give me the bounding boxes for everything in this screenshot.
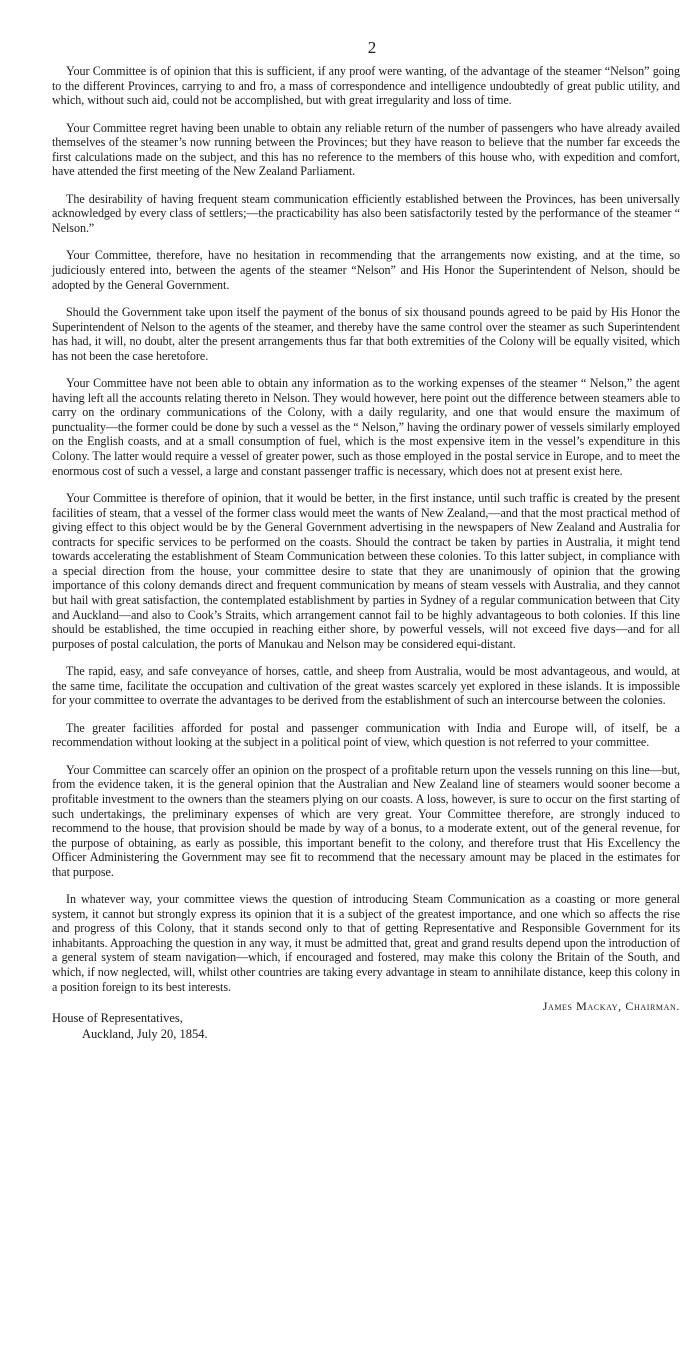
paragraph-bonus-payment: Should the Government take upon itself the payment of the bonus of six thousand pounds agreed to be paid by His Honor the Superintendent of Nelson to the agents of the steamer, and thereby have the same control over the steamer as such Superintendent has had, it will, no doubt, alter the present arrangements thus far that both extremities of the Colony will be equally visited, which has not been the case heretofore. bbox=[52, 305, 680, 363]
paragraph-conclusion: In whatever way, your committee views the question of introducing Steam Communication as a coasting or more general system, it cannot but strongly express its opinion that it is a subject of the greatest importance, and one which so affects the rise and progress of this Colony, that it stands second only to that of getting Representative and Responsible Government for its inhabitants. Approaching the question in any way, it must be admitted that, great and grand results depend upon the introduction of a general system of steam navigation—which, if encouraged and fostered, may make this colony the Britain of the South, and which, if now neglected, will, whilst other countries are taking every advantage in steam to annihilate distance, keep this colony in a position foreign to its best interests. bbox=[52, 892, 680, 994]
paragraph-australia-communication: Your Committee is therefore of opinion, that it would be better, in the first instance, until such traffic is created by the present facilities of steam, that a vessel of the former class would meet the wants of New Zealand,—and that the most practical method of giving effect to this object would be by the General Government advertising in the newspapers of New Zealand and Australia for contracts for specific services to be performed on the coasts. Should the contract be taken by parties in Australia, it might tend towards accelerating the establishment of Steam Communication between these colonies. To this latter subject, in compliance with a special direction from the house, your committee desire to state that they are unanimously of opinion that the growing importance of this colony demands direct and frequent communication by means of steam vessels with Australia, and they cannot but hail with great satisfaction, the contemplated establishment by parties in Sydney of a regular communication between that City and Auckland—and also to Cook’s Straits, which arrangement cannot fail to be highly advantageous to both colonies. If this line should be established, the time occupied in reaching either shore, by powerful vessels, will not exceed five days—and for all purposes of postal calculation, the ports of Manukau and Nelson may be considered equi-distant. bbox=[52, 491, 680, 651]
signature-name: James Mackay, Chairman. bbox=[542, 999, 680, 1014]
paragraph-postal-facilities: The greater facilities afforded for postal and passenger communication with India and Europe will, of itself, be a recommendation without looking at the subject in a political point of view, which question is not referred to your committee. bbox=[52, 720, 680, 750]
page-number: 2 bbox=[367, 38, 377, 57]
paragraph-proof-of-advantage: Your Committee is of opinion that this is sufficient, if any proof were wanting, of the advantage of the steamer “Nelson” going to the different Provinces, carrying to and fro, a mass of correspondence and intelligence undoubtedly of great public utility, and which, without such aid, could not be accomplished, but with great irregularity and loss of time. bbox=[52, 64, 680, 108]
paragraph-livestock-conveyance: The rapid, easy, and safe conveyance of horses, cattle, and sheep from Australia, would be most advantageous, and would, at the same time, facilitate the occupation and cultivation of the great wastes scarcely yet explored in these islands. It is impossible for your committee to overrate the advantages to be derived from the establishment of such an intercourse between the colonies. bbox=[52, 664, 680, 708]
paragraph-passenger-returns: Your Committee regret having been unable to obtain any reliable return of the number of passengers who have already availed themselves of the steamer’s now running between the Provinces; but they have reason to believe that the number far exceeds the first calculations made on the subject, and this has no reference to the members of this house who, with expedition and comfort, have attended the first meeting of the New Zealand Parliament. bbox=[52, 120, 680, 179]
place-line: House of Representatives, bbox=[52, 1011, 183, 1026]
place-date-block bbox=[52, 1010, 680, 1042]
paragraph-profitable-return: Your Committee can scarcely offer an opinion on the prospect of a profitable return upon the vessels running on this line—but, from the evidence taken, it is the general opinion that the Australian and New Zealand line of steamers would sooner become a profitable investment to the owners than the steamers plying on our coasts. A loss, however, is sure to occur on the first starting of such undertakings, the preliminary expenses of which are very great. Your Committee therefore, are strongly induced to recommend to the house, that provision should be made by way of a bonus, to a moderate extent, out of the general revenue, for the purpose of obtaining, as early as possible, this important benefit to the colony, and therefore trust that His Excellency the Officer Administering the Government may see fit to recommend that the necessary amount may be placed in the estimates for that purpose. bbox=[52, 762, 680, 879]
date-line: Auckland, July 20, 1854. bbox=[82, 1027, 208, 1042]
paragraph-working-expenses: Your Committee have not been able to obtain any information as to the working expenses of the steamer “ Nelson,” the agent having left all the accounts relating thereto in Nelson. They would however, here point out the difference between steamers able to carry on the ordinary communications of the Colony, with a daily regularity, and one that would ensure the maximum of punctuality—the former could be done by such a vessel as the “ Nelson,” having the ordinary power of vessels similarly employed on the English coasts, and at a small consumption of fuel, which is the most expensive item in the vessel’s expenditure in this Colony. The latter would require a vessel of greater power, such as those employed in the postal service in Europe, and to meet the enormous cost of such a vessel, a large and constant passenger traffic is necessary, which does not at present exist here. bbox=[52, 376, 680, 478]
paragraph-desirability: The desirability of having frequent steam communication efficiently established between the Provinces, has been universally acknowledged by every class of settlers;—the practicability has also been satisfactorily tested by the performance of the steamer “ Nelson.” bbox=[52, 191, 680, 235]
paragraph-recommendation: Your Committee, therefore, have no hesitation in recommending that the arrangements now existing, and at the time, so judiciously entered into, between the agents of the steamer “Nelson” and His Honor the Superintendent of Nelson, should be adopted by the General Government. bbox=[52, 248, 680, 292]
